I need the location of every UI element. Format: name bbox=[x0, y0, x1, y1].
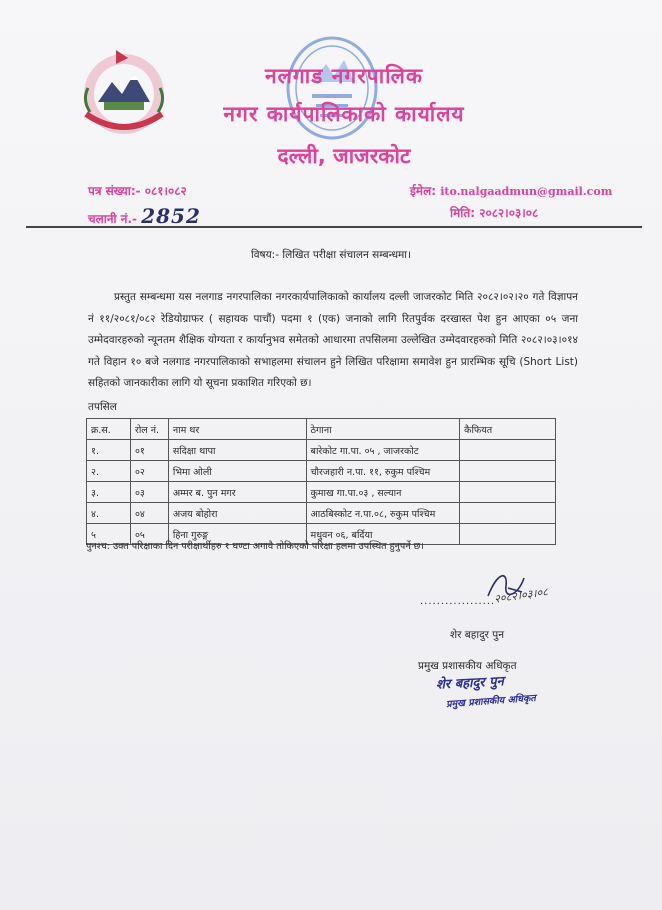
header-divider bbox=[26, 226, 642, 228]
reference-number: पत्र संख्या:- ०८१।०८२ bbox=[88, 184, 187, 198]
cell-remarks bbox=[460, 461, 556, 482]
dispatch-number bbox=[88, 204, 201, 228]
cell-roll: ०१ bbox=[130, 440, 168, 461]
cell-name: भिमा ओली bbox=[168, 461, 306, 482]
cell-serial: १. bbox=[87, 440, 131, 461]
cell-name: हिना गुरुङ्ग bbox=[168, 524, 306, 545]
email-value: ito.nalgaadmun@gmail.com bbox=[440, 185, 613, 198]
cell-roll: ०४ bbox=[130, 503, 168, 524]
table-row bbox=[87, 482, 556, 503]
signatory-title: प्रमुख प्रशासकीय अधिकृत bbox=[418, 660, 517, 672]
email-label: ईमेल: bbox=[410, 184, 437, 198]
cell-name: सदिक्षा थापा bbox=[168, 440, 306, 461]
subject-line: विषय:- लिखित परीक्षा संचालन सम्बन्धमा। bbox=[250, 249, 412, 261]
signature-dots: .................. bbox=[420, 596, 496, 607]
cell-roll: ०३ bbox=[130, 482, 168, 503]
signatory-name: शेर बहादुर पुन bbox=[450, 629, 505, 641]
cell-remarks bbox=[460, 524, 556, 545]
cell-serial: ४. bbox=[87, 503, 131, 524]
name-stamp: शेर बहादुर पुन bbox=[435, 674, 505, 693]
header-serial: क्र.स. bbox=[87, 419, 131, 440]
office-name-heading: नलगाड नगरपालिक bbox=[265, 64, 423, 88]
candidate-table bbox=[86, 418, 556, 545]
letter-date: मिति: २०८२।०३।०८ bbox=[450, 206, 539, 220]
cell-name: अजय बोहोरा bbox=[168, 503, 306, 524]
cell-address: कुमाख गा.पा.०३ , सल्यान bbox=[306, 482, 460, 503]
header-roll: रोल नं. bbox=[130, 419, 168, 440]
table-row bbox=[87, 503, 556, 524]
cell-remarks bbox=[460, 503, 556, 524]
notice-body-text: प्रस्तुत सम्बन्धमा यस नलगाड नगरपालिका नगरकार्यपालिकाको कार्यालय दल्ली जाजरकोट मिति २०८२।०२।२० गते विज्ञापन नं ११/२०८१/०८२ रेडियोग्राफर ( सहायक पाचौं) पदमा १ (एक) जनाको लागि रितपुर्वक दरखास्त पेश हुन आएका ०५ जना उम्मेदवारहरुको न्यूनतम शैक्षिक योग्यता र कार्यानुभव समेतको आधारमा तपसिलमा उल्लेखित उम्मेदवारहरुको मिति २०८२।०३।०१४ गते विहान १० बजे नलगाड नगरपालिकाको सभाहलमा संचालन हुने लिखित परिक्षामा समावेश हुन प्रारम्भिक सूचि (Short List) सहितको जानकारीका लागि यो सूचना प्रकाशित गरिएको छ। bbox=[88, 291, 578, 389]
email-line bbox=[410, 182, 612, 199]
dispatch-label: चलानी नं.- bbox=[88, 212, 138, 226]
cell-address: मधुवन ०६, बर्दिया bbox=[306, 524, 460, 545]
header-remarks: कैफियत bbox=[460, 419, 556, 440]
cell-address: आठबिस्कोट न.पा.०८, रुकुम पश्चिम bbox=[306, 503, 460, 524]
cell-name: अम्मर ब. पुन मगर bbox=[168, 482, 306, 503]
office-subtitle-heading: नगर कार्यपालिकाको कार्यालय bbox=[223, 102, 465, 126]
cell-remarks bbox=[460, 440, 556, 461]
header-address: ठेगाना bbox=[306, 419, 460, 440]
cell-serial: ५ bbox=[87, 524, 131, 545]
postscript-note: पुनश्च: उक्त परिक्षाका दिन परीक्षार्थीहरु १ घण्टा अगावै तोकिएको परिक्षा हलमा उपस्थित हुनुपर्ने छ। bbox=[86, 541, 424, 552]
details-label: तपसिल bbox=[88, 401, 117, 413]
office-location-heading: दल्ली, जाजरकोट bbox=[277, 144, 411, 168]
cell-roll: ०५ bbox=[130, 524, 168, 545]
cell-address: चौरजहारी न.पा. ११, रुकुम पश्चिम bbox=[306, 461, 460, 482]
dispatch-number-handwritten: 2852 bbox=[141, 204, 201, 228]
title-stamp: प्रमुख प्रशासकीय अधिकृत bbox=[445, 692, 537, 711]
header-name: नाम थर bbox=[168, 419, 306, 440]
cell-serial: २. bbox=[87, 461, 131, 482]
notice-body bbox=[88, 287, 578, 395]
table-header-row bbox=[87, 419, 556, 440]
table-row bbox=[87, 440, 556, 461]
cell-serial: ३. bbox=[87, 482, 131, 503]
cell-remarks bbox=[460, 482, 556, 503]
cell-address: बारेकोट गा.पा. ०५ , जाजरकोट bbox=[306, 440, 460, 461]
table-row bbox=[87, 461, 556, 482]
cell-roll: ०२ bbox=[130, 461, 168, 482]
signature-date: २०८२।०३।०८ bbox=[493, 585, 549, 606]
